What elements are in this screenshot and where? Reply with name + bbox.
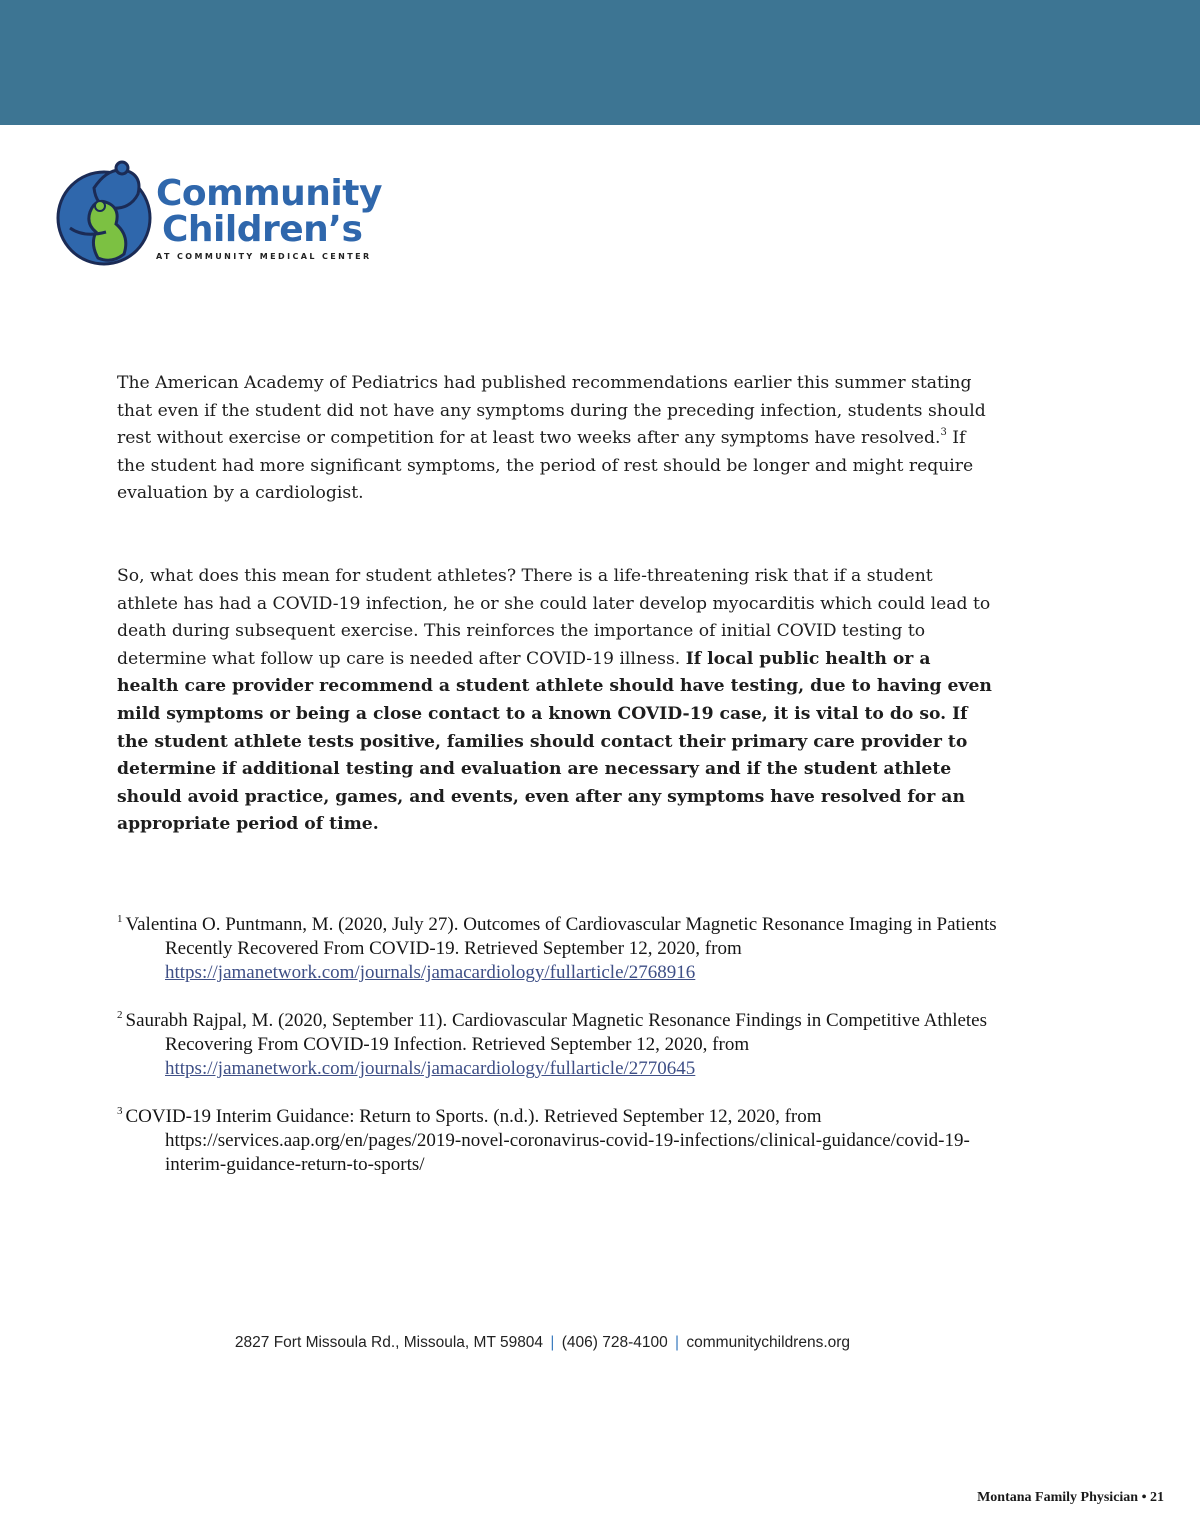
footer-bullet: • — [1141, 1490, 1147, 1505]
header-band — [0, 0, 1200, 125]
footer-separator: | — [550, 1334, 555, 1351]
reference-link[interactable]: https://jamanetwork.com/journals/jamacardiology/fullarticle/2770645 — [165, 1058, 696, 1079]
paragraph2-text: So, what does this mean for student athletes? There is a life-threatening risk that if a student athlete has had a COVID-19 infection, he or she could later develop myocarditis which could lead to death during subsequent exercise. This reinforces the importance of initial COVID testing to determine what follow up care is needed after COVID-19 illness. — [117, 566, 991, 669]
references-list — [117, 913, 1017, 1201]
reference-url-text: https://services.aap.org/en/pages/2019-novel-coronavirus-covid-19-infections/clinical-guidance/covid-19-interim-guidance-return-to-sports/ — [165, 1130, 970, 1175]
paragraph-aap-recommendations — [117, 370, 997, 508]
community-childrens-logo — [50, 158, 380, 278]
reference-item — [117, 1009, 1017, 1081]
reference-text: COVID-19 Interim Guidance: Return to Sports. (n.d.). Retrieved September 12, 2020, from — [125, 1106, 822, 1127]
logo-line-community: Community — [156, 173, 382, 214]
reference-number: 3 — [117, 1104, 123, 1117]
reference-number: 2 — [117, 1008, 123, 1021]
footer-website: communitychildrens.org — [686, 1334, 851, 1351]
footer-address: 2827 Fort Missoula Rd., Missoula, MT 59804 — [234, 1334, 544, 1351]
footer-phone: (406) 728-4100 — [561, 1334, 668, 1351]
paragraph-student-athletes — [117, 563, 997, 839]
reference-item — [117, 1105, 1017, 1177]
reference-text: Saurabh Rajpal, M. (2020, September 11). Cardiovascular Magnetic Resonance Findings in Competitive Athletes Recovering From COVID-19 Infection. Retrieved September 12, 2020, from — [125, 1010, 988, 1055]
page-number: 21 — [1150, 1490, 1164, 1505]
page-footer — [977, 1490, 1164, 1506]
paragraph1-text: The American Academy of Pediatrics had published recommendations earlier this summer stating that even if the student did not have any symptoms during the preceding infection, students should rest without exercise or competition for at least two weeks after any symptoms have resolved. — [117, 373, 986, 449]
footnote-ref-3: 3 — [940, 427, 947, 439]
reference-item — [117, 913, 1017, 985]
logo-subtitle: AT COMMUNITY MEDICAL CENTER — [156, 252, 372, 261]
logo-line-childrens: Children’s — [162, 209, 363, 250]
paragraph2-bold-text: If local public health or a health care provider recommend a student athlete should have testing, due to having even mild symptoms or being a close contact to a known COVID-19 case, it is vital to do so. If the student athlete tests positive, families should contact their primary care provider to determine if additional testing and evaluation are necessary and if the student athlete should avoid practice, games, and events, even after any symptoms have resolved for an appropriate period of time. — [117, 648, 992, 835]
bear-logo-icon — [50, 158, 162, 270]
paragraph1-text-continued: If the student had more significant symptoms, the period of rest should be longer and might require evaluation by a cardiologist. — [117, 428, 974, 504]
footer-contact — [0, 1334, 1085, 1352]
footer-separator: | — [675, 1334, 680, 1351]
reference-text: Valentina O. Puntmann, M. (2020, July 27). Outcomes of Cardiovascular Magnetic Resonance Imaging in Patients Recently Recovered From COVID-19. Retrieved September 12, 2020, from — [125, 914, 997, 959]
publication-name: Montana Family Physician — [977, 1490, 1139, 1505]
reference-number: 1 — [117, 912, 123, 925]
reference-link[interactable]: https://jamanetwork.com/journals/jamacardiology/fullarticle/2768916 — [165, 962, 696, 983]
